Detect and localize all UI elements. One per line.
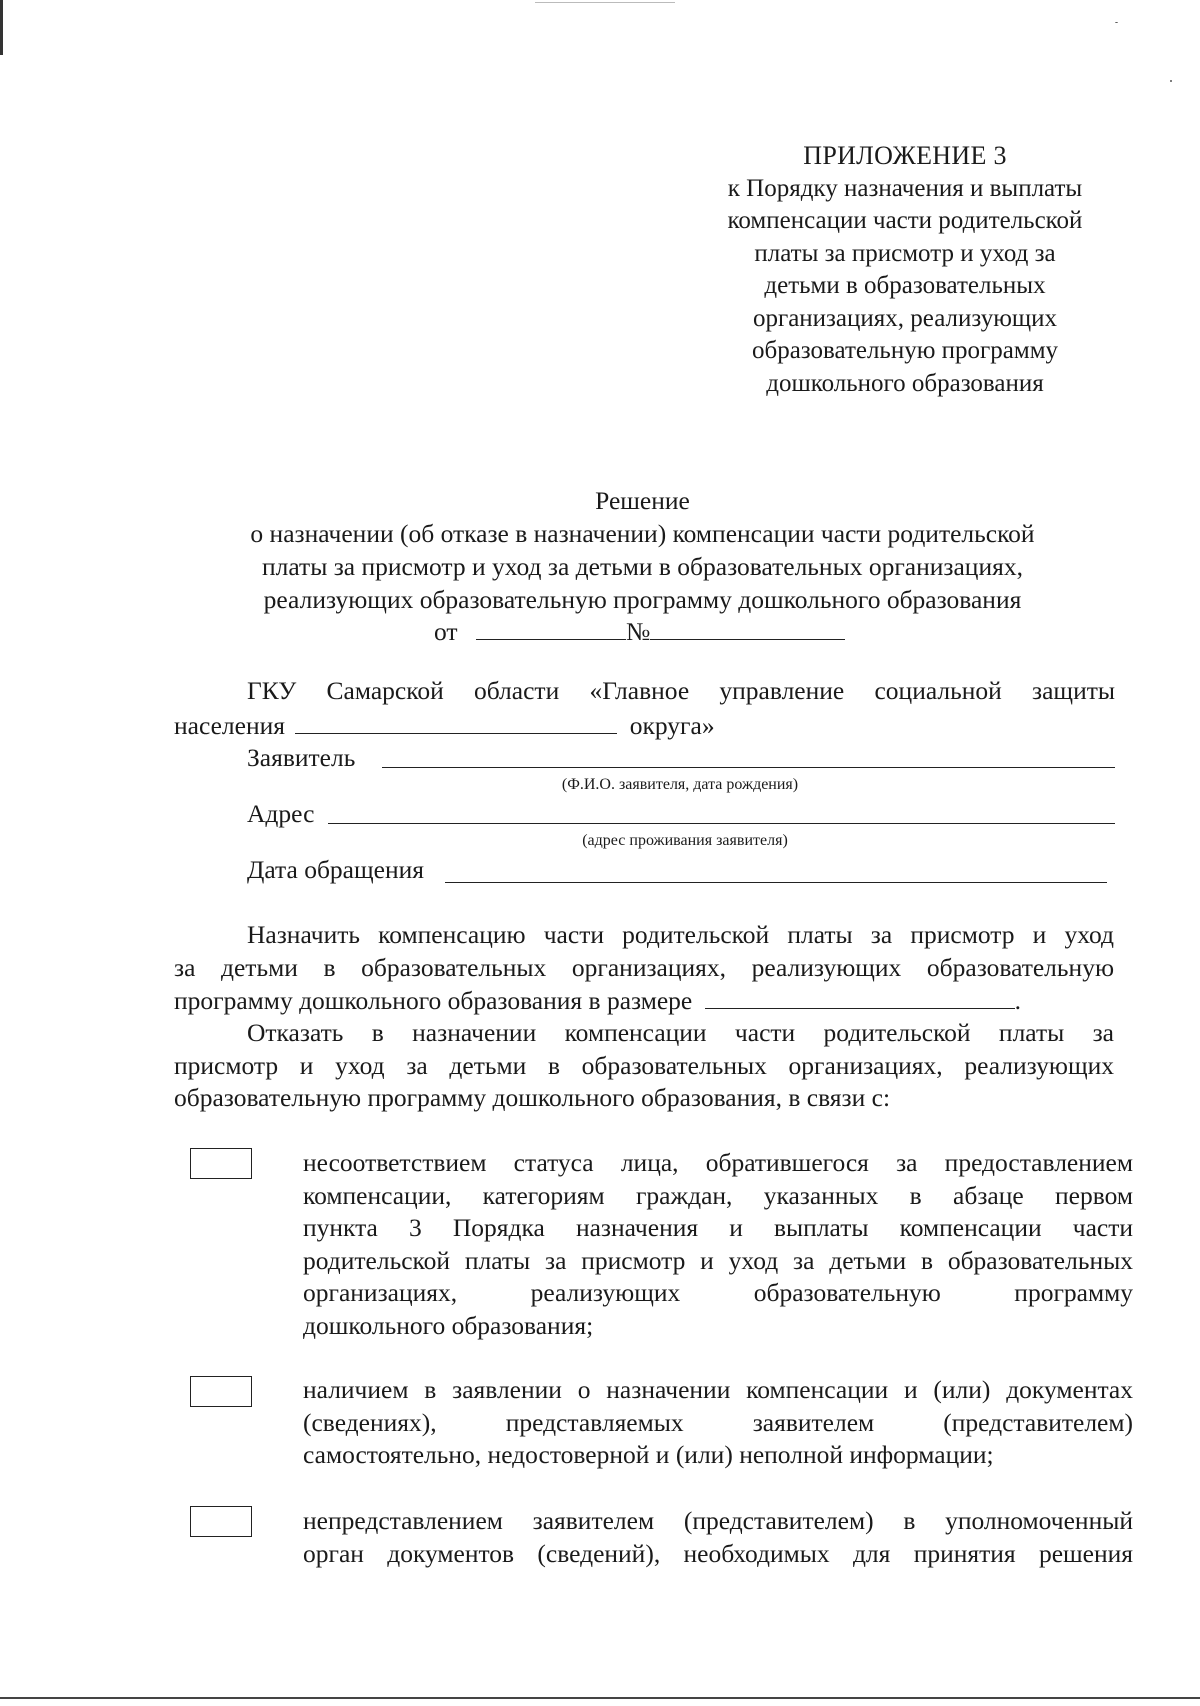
appendix-line: компенсации части родительской xyxy=(727,207,1083,234)
amount-blank xyxy=(705,984,1015,1009)
appendix-line: образовательную программу xyxy=(751,337,1059,364)
decision-date-blank xyxy=(476,615,626,640)
address-field[interactable] xyxy=(328,822,1115,824)
scan-speck xyxy=(1115,22,1118,23)
assign-paragraph xyxy=(174,919,1114,1018)
reason-1-text: несоответствием статуса лица, обратившегося за предоставлением компенсации, категориям граждан, указанных в абзаце первом пункта 3 Порядка назначения и выплаты компенсации части родительской платы за присмотр и уход за детьми в образовательных организациях, реализующих образовательную программу дошкольного образования; xyxy=(303,1148,1133,1340)
request-date-field[interactable] xyxy=(445,881,1107,883)
assign-line: за детьми в образовательных организациях, реализующих образовательную xyxy=(174,952,1114,982)
organization-suffix: округа» xyxy=(629,711,715,740)
appendix-line: организациях, реализующих xyxy=(752,304,1058,332)
reason-3-text: непредставлением заявителем (представителем) в уполномоченный орган документов (сведений), необходимых для принятия решения xyxy=(303,1506,1133,1568)
decision-subtitle-line: о назначении (об отказе в назначении) компенсации части родительской xyxy=(250,519,1035,548)
refuse-line: образовательную программу дошкольного образования, в связи с: xyxy=(174,1083,891,1112)
refuse-line: Отказать в назначении компенсации части родительской платы за xyxy=(247,1018,1114,1047)
address-label: Адрес xyxy=(247,799,315,828)
decision-heading xyxy=(170,484,1115,616)
decision-date-number-line xyxy=(434,615,845,647)
decision-title: Решение xyxy=(595,486,690,515)
date-prefix: от xyxy=(434,617,458,646)
applicant-field[interactable] xyxy=(382,766,1115,768)
number-sign: № xyxy=(625,617,651,646)
organization-prefix: населения xyxy=(174,711,285,740)
reason-2-text: наличием в заявлении о назначении компенсации и (или) документах (сведениях), представляемых заявителем (представителем) самостоятельно, недостоверной и (или) неполной информации; xyxy=(303,1375,1133,1469)
reason-2-checkbox[interactable] xyxy=(190,1376,252,1407)
decision-subtitle-line: платы за присмотр и уход за детьми в образовательных организациях, xyxy=(262,552,1023,581)
district-blank xyxy=(295,709,617,734)
scan-edge-mark xyxy=(0,0,3,55)
assign-line: Назначить компенсацию части родительской платы за присмотр и уход xyxy=(247,920,1114,949)
organization-line-2 xyxy=(174,709,715,741)
appendix-header xyxy=(690,140,1120,400)
appendix-line: детьми в образовательных xyxy=(764,272,1046,299)
applicant-hint: (Ф.И.О. заявителя, дата рождения) xyxy=(561,776,799,793)
request-date-label: Дата обращения xyxy=(247,855,424,884)
appendix-line: платы за присмотр и уход за xyxy=(754,239,1056,267)
decision-subtitle-line: реализующих образовательную программу дошкольного образования xyxy=(263,585,1022,614)
appendix-line: дошкольного образования xyxy=(766,369,1044,397)
scan-bottom-edge xyxy=(0,1697,1200,1699)
refuse-line: присмотр и уход за детьми в образовательных организациях, реализующих xyxy=(174,1050,1114,1080)
refuse-paragraph xyxy=(174,1017,1114,1115)
reason-1-checkbox[interactable] xyxy=(190,1148,252,1179)
decision-number-blank xyxy=(650,615,845,640)
assign-line-3: программу дошкольного образования в размере . xyxy=(174,986,1021,1015)
address-hint: (адрес проживания заявителя) xyxy=(582,832,788,849)
applicant-label: Заявитель xyxy=(247,743,356,772)
scan-speck xyxy=(1170,80,1172,82)
appendix-line: к Порядку назначения и выплаты xyxy=(727,174,1083,202)
appendix-title: ПРИЛОЖЕНИЕ 3 xyxy=(803,141,1007,170)
reason-3-checkbox[interactable] xyxy=(190,1506,252,1537)
organization-line-1: ГКУ Самарской области «Главное управление социальной защиты xyxy=(247,676,1115,705)
scan-top-mark xyxy=(535,2,675,3)
